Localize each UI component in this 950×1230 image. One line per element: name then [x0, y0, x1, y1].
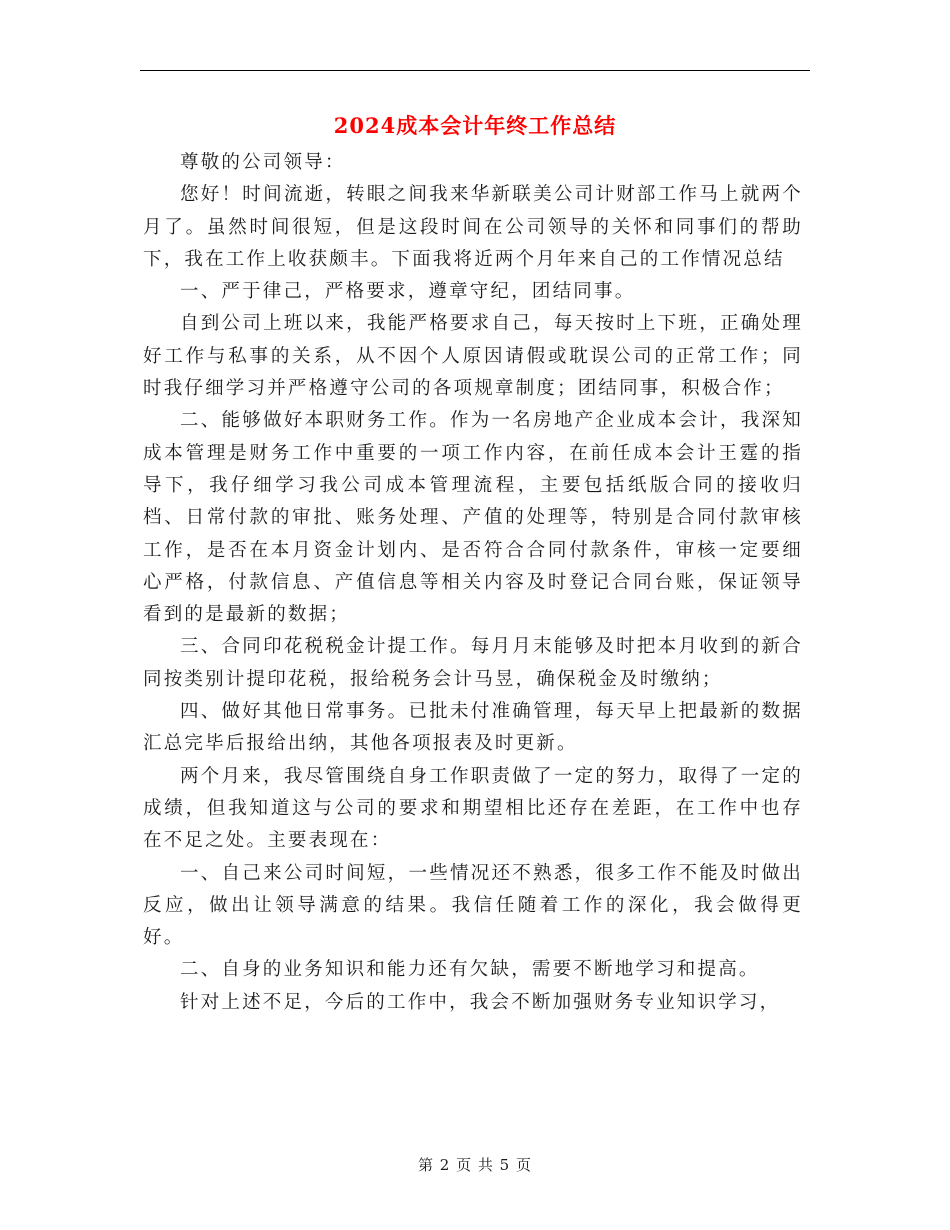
body-paragraph: 二、能够做好本职财务工作。作为一名房地产企业成本会计，我深知成本管理是财务工作中重要的一项工作内容，在前任成本会计王霆的指导下，我仔细学习我公司成本管理流程，主要包括纸版合同的接收归档、日常付款的审批、账务处理、产值的处理等，特别是合同付款审核工作，是否在本月资金计划内、是否符合合同付款条件，审核一定要细心严格，付款信息、产值信息等相关内容及时登记合同台账，保证领导看到的是最新的数据； [143, 410, 803, 626]
salutation-paragraph: 尊敬的公司领导： [180, 152, 346, 173]
document-body [143, 147, 803, 1019]
body-paragraph: 三、合同印花税税金计提工作。每月月末能够及时把本月收到的新合同按类别计提印花税，报给税务会计马昱，确保税金及时缴纳； [143, 636, 803, 690]
body-paragraph: 自到公司上班以来，我能严格要求自己，每天按时上下班，正确处理好工作与私事的关系，从不因个人原因请假或耽误公司的正常工作；同时我仔细学习并严格遵守公司的各项规章制度；团结同事，积极合作； [143, 313, 803, 400]
document-title: 2024成本会计年终工作总结 [333, 113, 617, 138]
section-heading: 一、严于律己，严格要求，遵章守纪，团结同事。 [180, 281, 636, 303]
header-rule [140, 70, 810, 71]
body-paragraph: 您好！时间流逝，转眼之间我来华新联美公司计财部工作马上就两个月了。虽然时间很短，但是这段时间在公司领导的关怀和同事们的帮助下，我在工作上收获颇丰。下面我将近两个月年来自己的工作情况总结 [143, 184, 803, 270]
body-paragraph: 一、自己来公司时间短，一些情况还不熟悉，很多工作不能及时做出反应，做出让领导满意的结果。我信任随着工作的深化，我会做得更好。 [143, 862, 803, 949]
body-paragraph: 四、做好其他日常事务。已批未付准确管理，每天早上把最新的数据汇总完毕后报给出纳，其他各项报表及时更新。 [143, 701, 803, 755]
page-number: 第 2 页 共 5 页 [418, 1156, 532, 1174]
body-paragraph: 两个月来，我尽管围绕自身工作职责做了一定的努力，取得了一定的成绩，但我知道这与公司的要求和期望相比还存在差距，在工作中也存在不足之处。主要表现在： [143, 765, 803, 852]
body-paragraph: 二、自身的业务知识和能力还有欠缺，需要不断地学习和提高。 [180, 959, 760, 981]
body-paragraph: 针对上述不足，今后的工作中，我会不断加强财务专业知识学习， [180, 991, 781, 1013]
